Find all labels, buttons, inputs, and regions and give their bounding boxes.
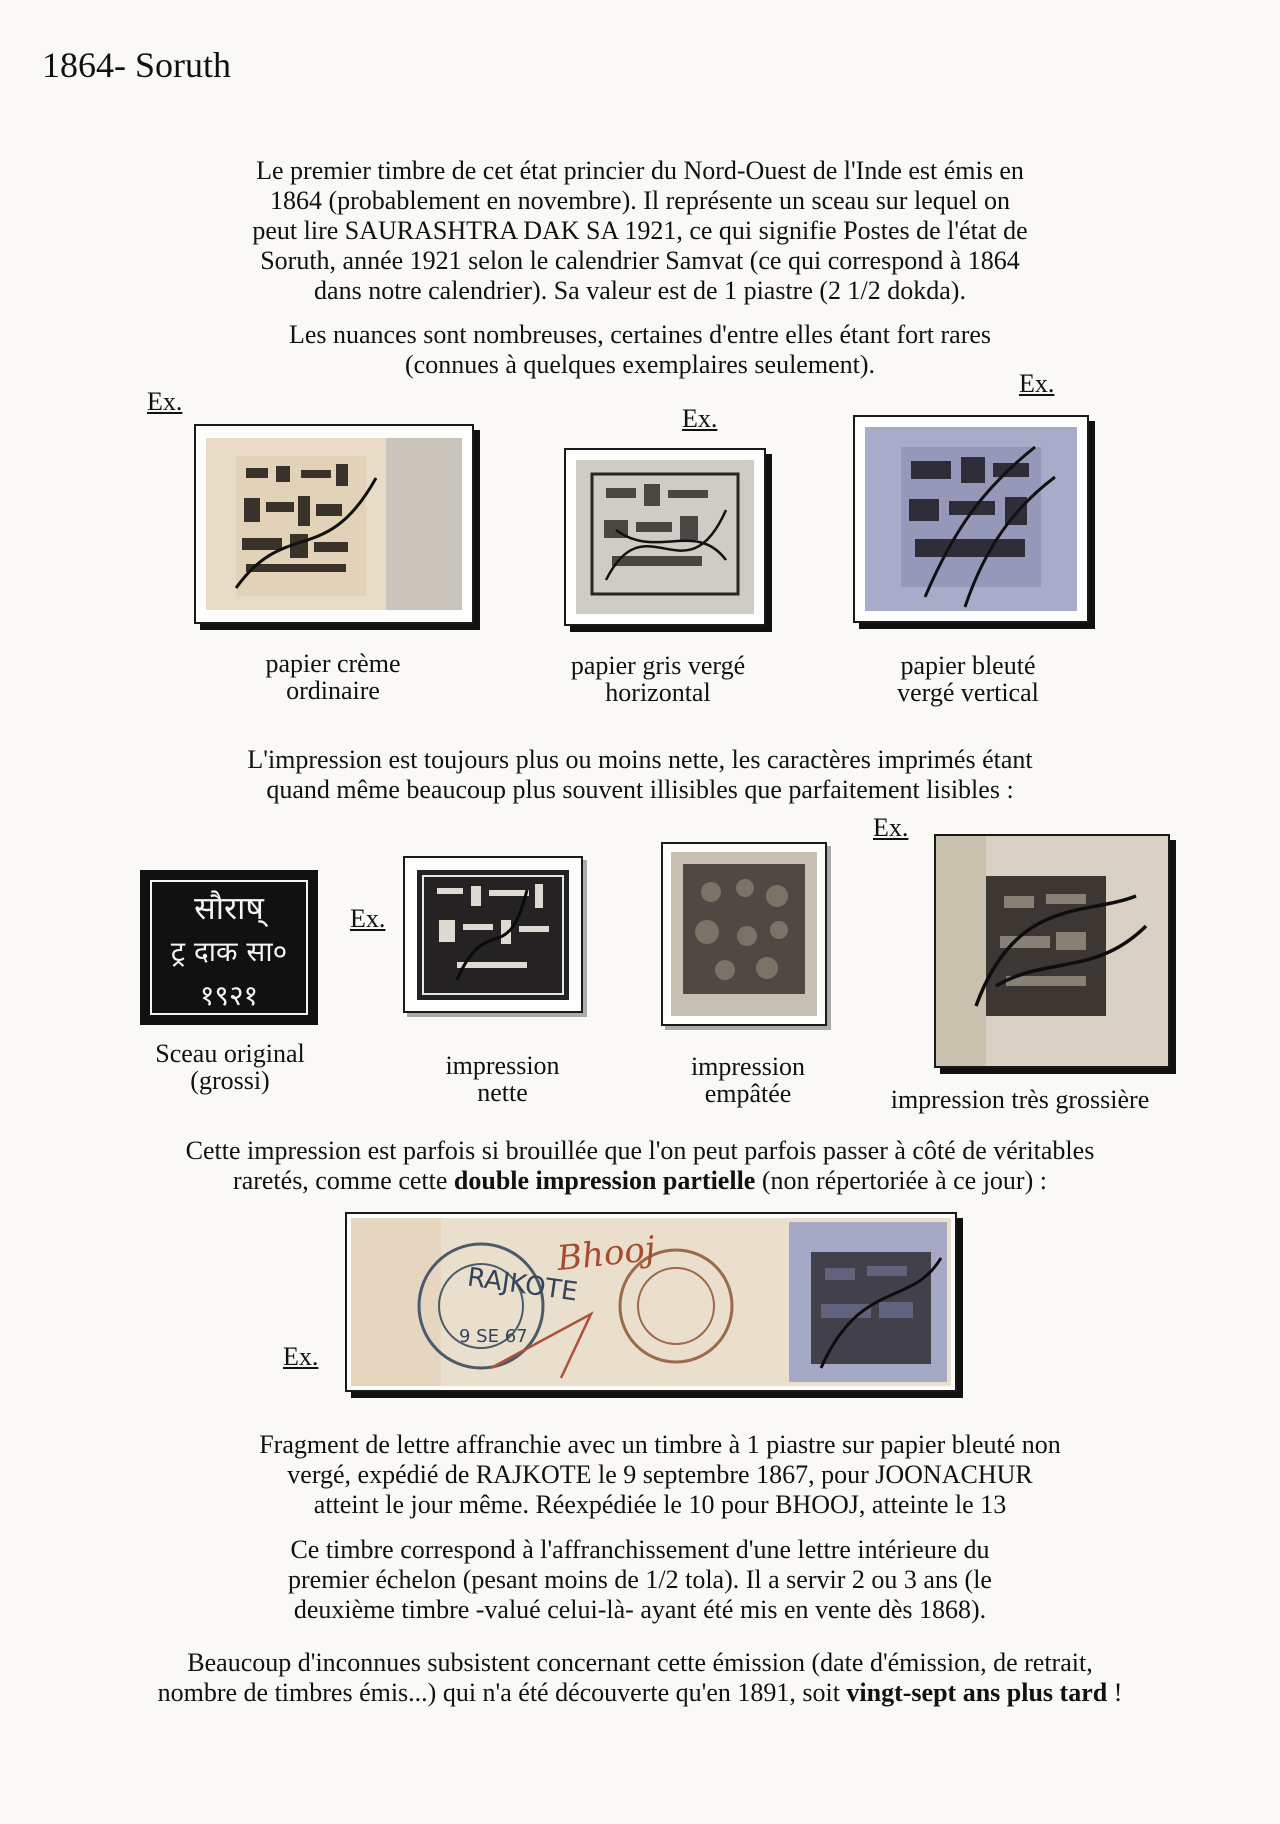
caption-line: empâtée: [704, 1079, 792, 1108]
page-title: 1864- Soruth: [42, 45, 231, 85]
nuances-paragraph: [0, 320, 1280, 380]
tariff-line: Ce timbre correspond à l'affranchissement d'une lettre intérieure du: [290, 1535, 990, 1564]
ex-label: Ex.: [1019, 369, 1055, 398]
caption-line: nette: [477, 1078, 528, 1107]
double-impression-line: [0, 1166, 1280, 1196]
stamp-image-blue: [865, 427, 1077, 611]
ex-label: Ex.: [147, 387, 183, 416]
stamp-frame-smudged: [661, 842, 827, 1026]
intro-line: dans notre calendrier). Sa valeur est de 1 piastre (2 1/2 dokda).: [314, 276, 966, 305]
tariff-paragraph: [0, 1535, 1280, 1625]
ex-label: Ex.: [350, 904, 386, 933]
stamp-frame-cream: [194, 424, 474, 624]
nuances-line: Les nuances sont nombreuses, certaines d'entre elles étant fort rares: [288, 320, 992, 349]
conclusion-line: [0, 1678, 1280, 1708]
caption-line: impression très grossière: [890, 1085, 1150, 1114]
text-run: nombre de timbres émis...) qui n'a été découverte qu'en 1891, soit: [157, 1678, 847, 1707]
intro-line: 1864 (probablement en novembre). Il représente un sceau sur lequel on: [269, 186, 1010, 215]
seal-script-line: ट्र दाक सा०: [170, 935, 288, 968]
caption-line: impression: [445, 1051, 560, 1080]
intro-line: Soruth, année 1921 selon le calendrier Samvat (ce qui correspond à 1864: [260, 246, 1020, 275]
caption-line: (grossi): [190, 1066, 270, 1095]
stamp-image-smudged: [671, 852, 817, 1016]
caption-line: papier gris vergé: [570, 651, 746, 680]
double-impression-line: Cette impression est parfois si brouillée que l'on peut parfois passer à côté de véritables: [185, 1136, 1095, 1165]
stamp-frame-clean: [403, 856, 583, 1013]
caption-line: papier crème: [265, 649, 401, 678]
caption-line: Sceau original: [155, 1039, 305, 1068]
impression-paragraph: [0, 745, 1280, 805]
fragment-caption-line: vergé, expédié de RAJKOTE le 9 septembre 1867, pour JOONACHUR: [287, 1460, 1033, 1489]
fragment-manuscript: Bhooj: [555, 1228, 658, 1280]
fragment-caption: [0, 1430, 1280, 1520]
impression-line: quand même beaucoup plus souvent illisibles que parfaitement lisibles :: [266, 775, 1014, 804]
tariff-line: premier échelon (pesant moins de 1/2 tola). Il a servir 2 ou 3 ans (le: [288, 1565, 992, 1594]
ex-label: Ex.: [283, 1342, 319, 1371]
caption-smudged: [658, 1053, 838, 1107]
fragment-postmark: RAJKOTE: [465, 1262, 580, 1308]
caption-cream: [213, 650, 453, 704]
stamp-image-cream: [206, 438, 462, 610]
ex-label: Ex.: [873, 813, 909, 842]
original-seal: [140, 870, 318, 1025]
intro-paragraph: [0, 156, 1280, 306]
fragment-postmark-date: 9 SE 67: [459, 1326, 528, 1347]
text-run: (non répertoriée à ce jour) :: [755, 1166, 1047, 1195]
conclusion-line: Beaucoup d'inconnues subsistent concernant cette émission (date d'émission, de retrait,: [187, 1648, 1093, 1677]
double-impression-paragraph: [0, 1136, 1280, 1196]
fragment-caption-line: atteint le jour même. Réexpédiée le 10 pour BHOOJ, atteinte le 13: [313, 1490, 1007, 1519]
fragment-caption-line: Fragment de lettre affranchie avec un timbre à 1 piastre sur papier bleuté non: [259, 1430, 1061, 1459]
caption-line: ordinaire: [286, 676, 380, 705]
caption-grey: [523, 652, 793, 706]
text-run: raretés, comme cette: [233, 1166, 454, 1195]
caption-seal: [125, 1040, 335, 1094]
text-run: !: [1107, 1678, 1123, 1707]
intro-line: peut lire SAURASHTRA DAK SA 1921, ce qui signifie Postes de l'état de: [252, 216, 1028, 245]
caption-line: vergé vertical: [897, 678, 1039, 707]
caption-line: horizontal: [605, 678, 711, 707]
caption-line: impression: [690, 1052, 806, 1081]
bold-emphasis: vingt-sept ans plus tard: [846, 1678, 1108, 1707]
impression-line: L'impression est toujours plus ou moins nette, les caractères imprimés étant: [247, 745, 1033, 774]
intro-line: Le premier timbre de cet état princier du Nord-Ouest de l'Inde est émis en: [256, 156, 1024, 185]
stamp-image-grey: [576, 460, 754, 614]
ex-label: Ex.: [682, 404, 718, 433]
fragment-frame: [345, 1212, 957, 1392]
caption-coarse: [860, 1086, 1180, 1113]
stamp-frame-coarse: [934, 834, 1170, 1068]
tariff-line: deuxième timbre -valué celui-là- ayant été mis en vente dès 1868).: [293, 1595, 987, 1624]
stamp-image-clean: [417, 870, 569, 1000]
caption-line: papier bleuté: [900, 651, 1036, 680]
seal-script: [142, 886, 316, 1018]
caption-clean: [410, 1052, 595, 1106]
seal-script-line: १९२१: [199, 979, 259, 1012]
stamp-frame-blue: [853, 415, 1089, 623]
caption-blue: [848, 652, 1088, 706]
stamp-frame-grey: [564, 448, 766, 626]
stamp-image-coarse: [936, 836, 1168, 1066]
seal-script-line: सौराष्: [194, 889, 264, 927]
nuances-line: (connues à quelques exemplaires seulement).: [405, 350, 875, 379]
conclusion-paragraph: [0, 1648, 1280, 1708]
bold-emphasis: double impression partielle: [453, 1166, 756, 1195]
